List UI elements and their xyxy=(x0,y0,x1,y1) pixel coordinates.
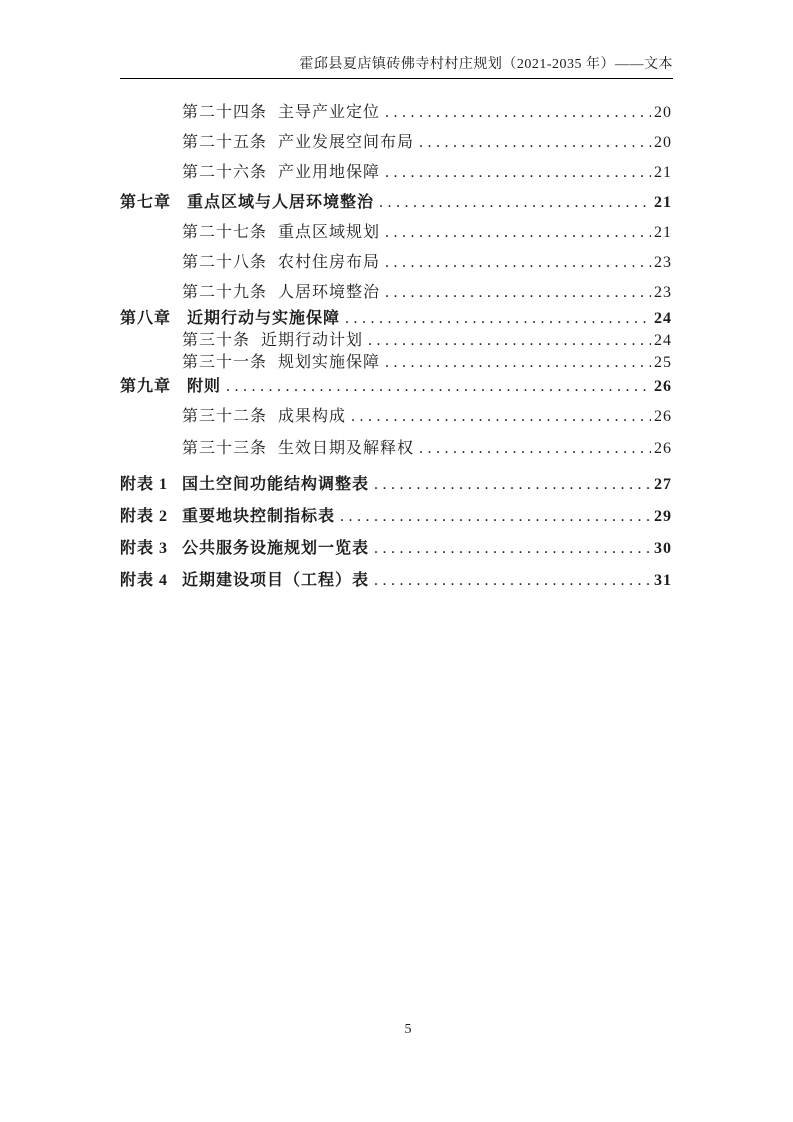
toc-entry xyxy=(120,248,672,278)
toc-entry-page: 20 xyxy=(654,134,672,151)
toc-entry xyxy=(120,469,672,501)
toc-entry-title: 产业发展空间布局 xyxy=(278,134,415,151)
toc-entry-label: 第二十五条 xyxy=(182,134,268,151)
toc-entry-page: 26 xyxy=(654,378,672,395)
toc-entry-title: 生效日期及解释权 xyxy=(278,440,415,457)
toc-dot-leader xyxy=(368,330,651,352)
toc-entry-label: 第三十二条 xyxy=(182,408,268,425)
toc-dot-leader xyxy=(226,374,651,400)
toc-entry-title: 成果构成 xyxy=(278,408,347,425)
toc-dot-leader xyxy=(419,128,651,158)
toc-dot-leader xyxy=(374,565,651,597)
toc-entry-label: 第八章 xyxy=(120,310,172,327)
toc-entry-label: 第三十条 xyxy=(182,332,251,349)
toc-entry-page: 25 xyxy=(654,354,672,371)
toc-entry-page: 23 xyxy=(654,284,672,301)
toc-entry xyxy=(120,501,672,533)
toc-entry-label: 第二十七条 xyxy=(182,224,268,241)
toc-entry xyxy=(120,533,672,565)
toc-dot-leader xyxy=(385,248,651,278)
toc-dot-leader xyxy=(345,308,651,330)
page-header xyxy=(120,0,673,79)
toc-entry xyxy=(120,278,672,308)
toc-entry-label: 附表 3 xyxy=(120,540,169,557)
toc-entry-page: 20 xyxy=(654,104,672,121)
toc-entry-page: 29 xyxy=(654,508,672,525)
toc-entry xyxy=(120,308,672,330)
toc-entry-title: 规划实施保障 xyxy=(278,354,381,371)
toc-entry xyxy=(120,98,672,128)
toc-entry-title: 近期建设项目（工程）表 xyxy=(182,572,370,589)
toc-entry-label: 第九章 xyxy=(120,378,172,395)
toc-entry xyxy=(120,128,672,158)
toc-entry xyxy=(120,434,672,464)
toc-entry xyxy=(120,565,672,597)
toc-list xyxy=(120,98,672,597)
toc-entry-page: 24 xyxy=(654,332,672,349)
toc-entry xyxy=(120,374,672,400)
toc-entry xyxy=(120,330,672,352)
toc-dot-leader xyxy=(385,98,651,128)
toc-entry-page: 21 xyxy=(654,164,672,181)
toc-entry-label: 附表 2 xyxy=(120,508,169,525)
toc-entry-title: 重要地块控制指标表 xyxy=(182,508,336,525)
header-title: 霍邱县夏店镇砖佛寺村村庄规划（2021-2035 年）——文本 xyxy=(299,57,673,72)
toc-entry-page: 27 xyxy=(654,476,672,493)
toc-entry-title: 农村住房布局 xyxy=(278,254,381,271)
toc-dot-leader xyxy=(374,533,651,565)
toc-dot-leader xyxy=(385,158,651,188)
toc-dot-leader xyxy=(419,434,651,464)
toc-entry-title: 重点区域与人居环境整治 xyxy=(187,194,375,211)
toc-dot-leader xyxy=(379,188,651,218)
page-footer xyxy=(0,1022,793,1038)
toc-dot-leader xyxy=(385,352,651,374)
toc-entry-page: 24 xyxy=(654,310,672,327)
toc-entry xyxy=(120,352,672,374)
toc-entry-page: 21 xyxy=(654,224,672,241)
toc-entry-label: 第二十四条 xyxy=(182,104,268,121)
toc-entry-label: 第二十八条 xyxy=(182,254,268,271)
toc-entry-label: 第七章 xyxy=(120,194,172,211)
toc-entry-page: 31 xyxy=(654,572,672,589)
toc-entry-page: 23 xyxy=(654,254,672,271)
toc-entry-label: 第二十六条 xyxy=(182,164,268,181)
toc-entry-title: 国土空间功能结构调整表 xyxy=(182,476,370,493)
toc-entry xyxy=(120,158,672,188)
toc-entry-page: 30 xyxy=(654,540,672,557)
toc-entry-label: 附表 1 xyxy=(120,476,169,493)
toc-entry-title: 主导产业定位 xyxy=(278,104,381,121)
toc-entry-title: 重点区域规划 xyxy=(278,224,381,241)
toc-dot-leader xyxy=(374,469,651,501)
toc-entry-title: 产业用地保障 xyxy=(278,164,381,181)
toc-entry-title: 人居环境整治 xyxy=(278,284,381,301)
toc-entry-label: 第三十一条 xyxy=(182,354,268,371)
toc-entry-label: 第二十九条 xyxy=(182,284,268,301)
toc-entry-title: 近期行动与实施保障 xyxy=(187,310,341,327)
toc-dot-leader xyxy=(351,400,651,434)
page-number: 5 xyxy=(404,1022,412,1037)
toc-dot-leader xyxy=(385,218,651,248)
toc-dot-leader xyxy=(340,501,651,533)
toc-entry-label: 第三十三条 xyxy=(182,440,268,457)
toc-entry xyxy=(120,218,672,248)
toc-entry-title: 附则 xyxy=(187,378,222,395)
toc-entry xyxy=(120,188,672,218)
toc-dot-leader xyxy=(385,278,651,308)
toc-entry-page: 26 xyxy=(654,440,672,457)
toc-entry-page: 21 xyxy=(654,194,672,211)
toc-entry-label: 附表 4 xyxy=(120,572,169,589)
toc-entry-page: 26 xyxy=(654,408,672,425)
toc-entry-title: 近期行动计划 xyxy=(261,332,364,349)
toc-entry-title: 公共服务设施规划一览表 xyxy=(182,540,370,557)
toc-entry xyxy=(120,400,672,434)
